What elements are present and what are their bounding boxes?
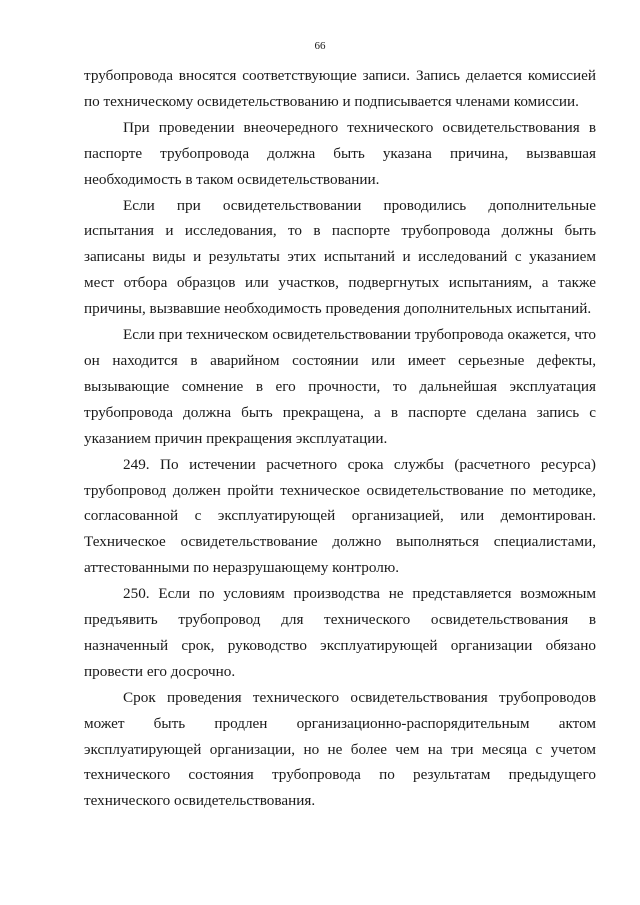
body-text bbox=[84, 63, 596, 814]
paragraph-continuation: трубопровода вносятся соответствующие записи. Запись делается комиссией по техническому освидетельствованию и подписывается членами комиссии. bbox=[84, 67, 596, 110]
page-number: 66 bbox=[314, 40, 326, 52]
paragraph-additional-tests: Если при освидетельствовании проводились дополнительные испытания и исследования, то в паспорте трубопровода должны быть записаны виды и результаты этих испытаний и исследований с указанием мест отбора образцов или участков, подвергнутых испытаниям, а также причины, вызвавшие необходимость проведения дополнительных испытаний. bbox=[84, 196, 596, 318]
paragraph-item-250: 250. Если по условиям производства не представляется возможным предъявить трубопровод для технического освидетельствования в назначенный срок, руководство эксплуатирующей организации обязано провести его досрочно. bbox=[84, 585, 596, 680]
paragraph-extraordinary-inspection: При проведении внеочередного технического освидетельствования в паспорте трубопровода должна быть указана причина, вызвавшая необходимость в таком освидетельствовании. bbox=[84, 118, 596, 188]
paragraph-item-249: 249. По истечении расчетного срока службы (расчетного ресурса) трубопровод должен пройти техническое освидетельствование по методике, согласованной с эксплуатирующей организацией, или демонтирован. Техническое освидетельствование должно выполняться специалистами, аттестованными по неразрушающему контролю. bbox=[84, 455, 596, 577]
paragraph-term-extension: Срок проведения технического освидетельствования трубопроводов может быть продлен организационно-распорядительным актом эксплуатирующей организации, но не более чем на три месяца с учетом технического состояния трубопровода по результатам предыдущего технического освидетельствования. bbox=[84, 688, 596, 810]
paragraph-emergency-state: Если при техническом освидетельствовании трубопровода окажется, что он находится в аварийном состоянии или имеет серьезные дефекты, вызывающие сомнение в его прочности, то дальнейшая эксплуатация трубопровода должна быть прекращена, а в паспорте сделана запись с указанием причин прекращения эксплуатации. bbox=[84, 326, 596, 447]
